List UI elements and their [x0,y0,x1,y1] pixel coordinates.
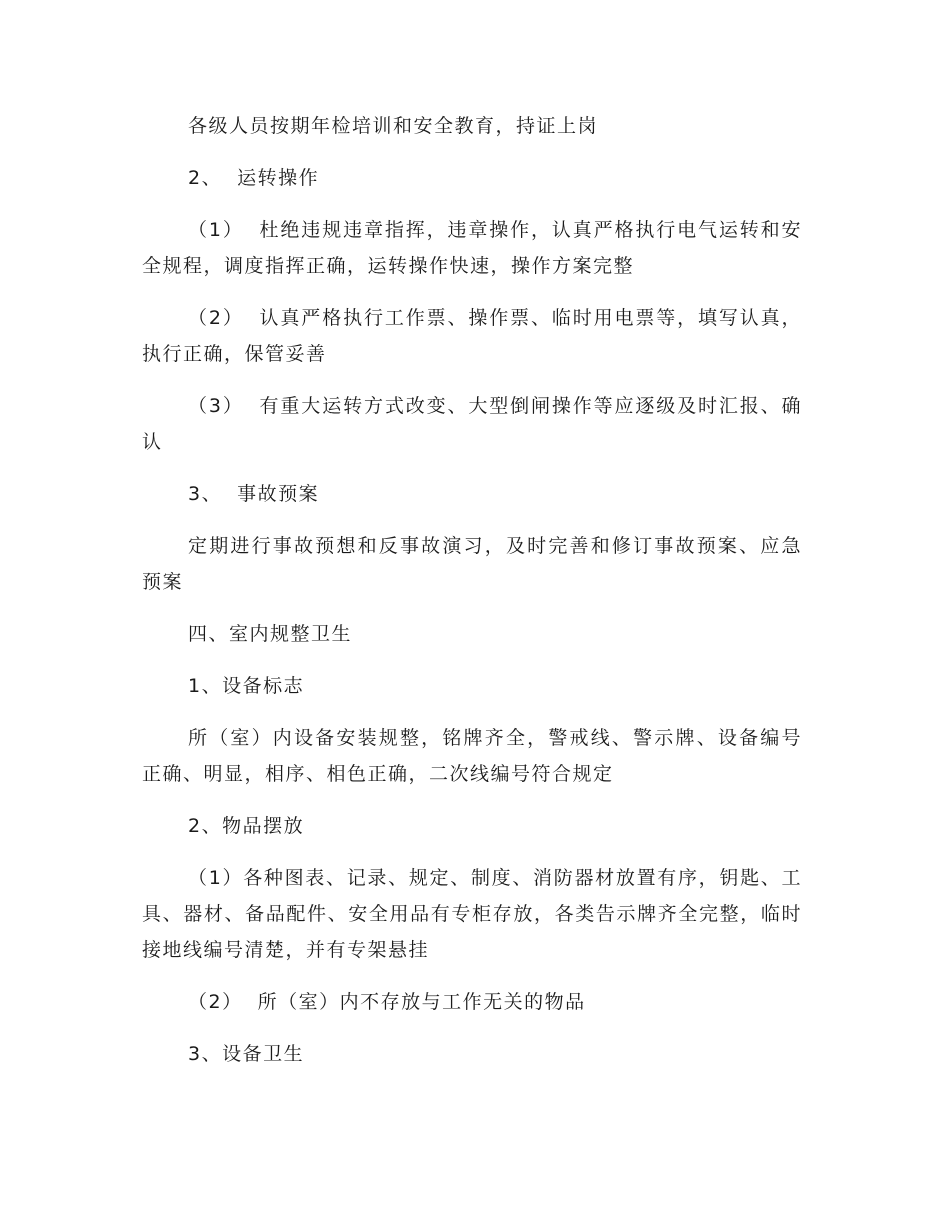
paragraph-operation-2: （2） 认真严格执行工作票、操作票、临时用电票等，填写认真，执行正确，保管妥善 [142,307,802,365]
paragraph-item-placement-1: （1）各种图表、记录、规定、制度、消防器材放置有序，钥匙、工具、器材、备品配件、安全用品有专柜存放，各类告示牌齐全完整，临时接地线编号清楚，并有专架悬挂 [142,867,802,961]
heading-indoor-hygiene: 四、室内规整卫生 [188,623,353,645]
heading-item-placement: 2、物品摆放 [188,815,305,837]
paragraph-operation-1: （1） 杜绝违规违章指挥，违章操作，认真严格执行电气运转和安全规程，调度指挥正确，运转操作快速，操作方案完整 [142,219,802,277]
heading-operation: 2、 运转操作 [188,167,320,189]
paragraph-operation-3: （3） 有重大运转方式改变、大型倒闸操作等应逐级及时汇报、确认 [142,395,802,453]
paragraph-equipment-marking: 所（室）内设备安装规整，铭牌齐全，警戒线、警示牌、设备编号正确、明显，相序、相色正确，二次线编号符合规定 [142,727,802,785]
heading-accident-plan: 3、 事故预案 [188,483,320,505]
paragraph-training: 各级人员按期年检培训和安全教育，持证上岗 [188,115,599,137]
heading-equipment-hygiene: 3、设备卫生 [188,1043,305,1065]
heading-equipment-marking: 1、设备标志 [188,675,305,697]
paragraph-accident-plan: 定期进行事故预想和反事故演习，及时完善和修订事故预案、应急预案 [142,535,802,593]
document-body [142,108,802,1088]
paragraph-item-placement-2: （2） 所（室）内不存放与工作无关的物品 [188,991,586,1013]
